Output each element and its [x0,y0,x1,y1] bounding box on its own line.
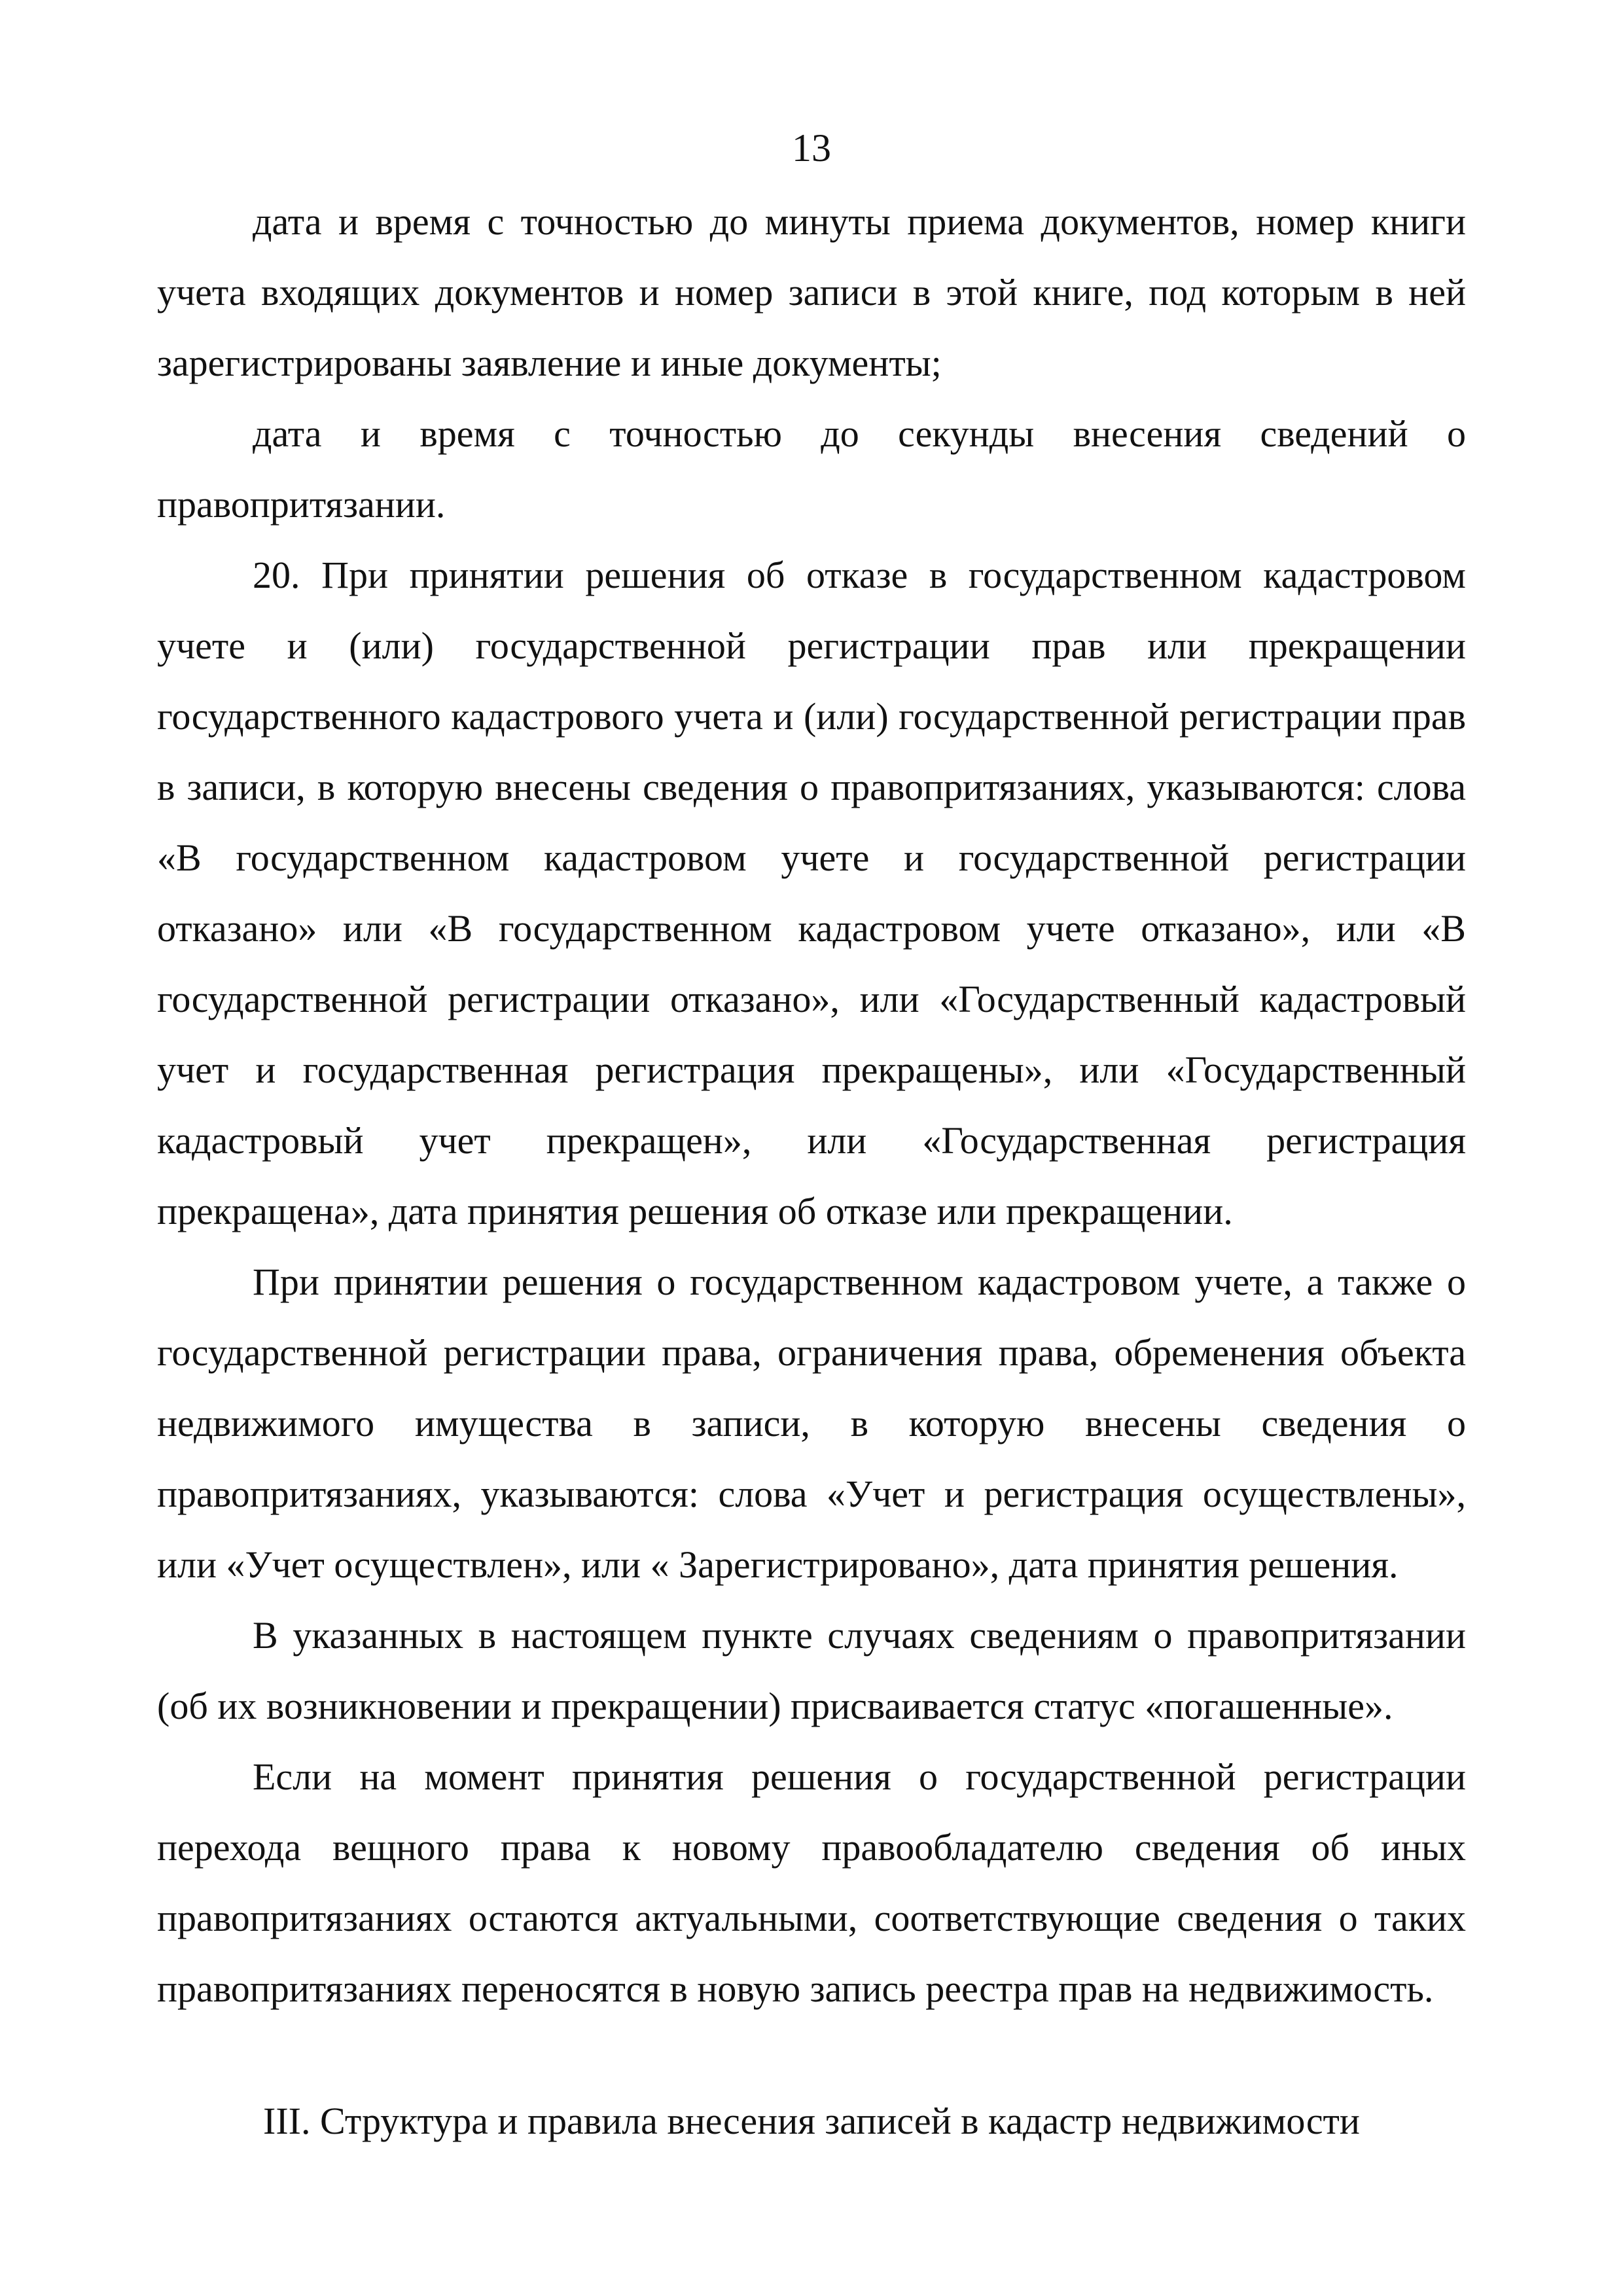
paragraph-status-cancelled: В указанных в настоящем пункте случаях сведениям о правопритязании (об их возникновении и прекращении) присваивается статус «погашенные». [157,1614,1466,1727]
paragraph-transfer-of-right: Если на момент принятия решения о государственной регистрации перехода вещного права к новому правообладателю сведения об иных правопритязаниях остаются актуальными, соответствующие сведения о таких правопритязаниях переносятся в новую запись реестра прав на недвижимость. [157,1755,1466,2010]
paragraph-claim-datetime: дата и время с точностью до секунды внесения сведений о правопритязании. [157,412,1466,526]
paragraph-item-20-refusal: 20. При принятии решения об отказе в государственном кадастровом учете и (или) государственной регистрации прав или прекращении государственного кадастрового учета и (или) государственной регистрации прав в записи, в которую внесены сведения о правопритязаниях, указываются: слова «В государственном кадастровом учете и государственной регистрации отказано» или «В государственном кадастровом учете отказано», или «В государственной регистрации отказано», или «Государственный кадастровый учет и государственная регистрация прекращены», или «Государственный кадастровый учет прекращен», или «Государственная регистрация прекращена», дата принятия решения об отказе или прекращении. [157,554,1466,1232]
page-number: 13 [792,126,831,170]
paragraph-decision-registration: При принятии решения о государственном кадастровом учете, а также о государственной регистрации права, ограничения права, обременения объекта недвижимого имущества в записи, в которую внесены сведения о правопритязаниях, указываются: слова «Учет и регистрация осуществлены», или «Учет осуществлен», или « Зарегистрировано», дата принятия решения. [157,1261,1466,1586]
section-title: III. Структура и правила внесения записей в кадастр недвижимости [263,2100,1360,2142]
body-text [157,187,1466,2024]
paragraph-receipt-datetime: дата и время с точностью до минуты приема документов, номер книги учета входящих документов и номер записи в этой книге, под которым в ней зарегистрированы заявление и иные документы; [157,200,1466,384]
